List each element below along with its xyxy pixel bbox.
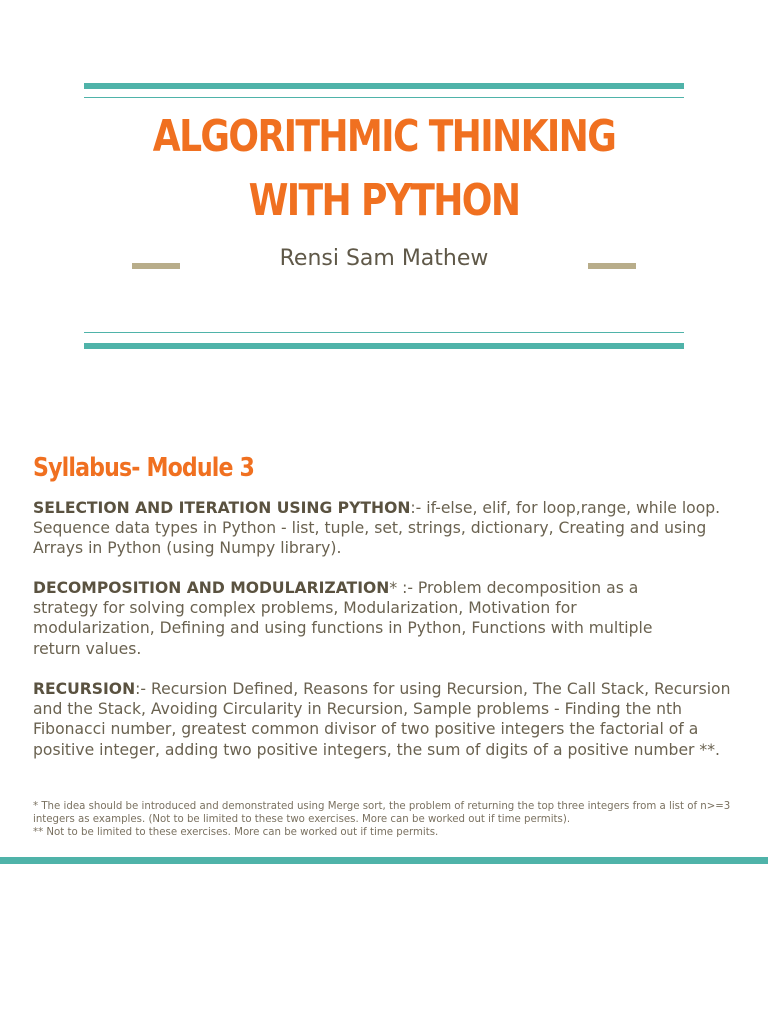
footnote-2: ** Not to be limited to these exercises. More can be worked out if time permits. — [33, 827, 439, 838]
bottom-thick-rule — [84, 343, 684, 349]
paragraph-text: :- Recursion Defined, Reasons for using Recursion, The Call Stack, Recursion and the Stack, Avoiding Circularity in Recursion, Sample problems - Finding the nth Fibonacci number, greatest common divisor of two positive integers the factorial of a positive integer, adding two positive integers, the sum of digits of a positive number **. — [33, 680, 731, 759]
paragraph-heading: DECOMPOSITION AND MODULARIZATION — [33, 579, 390, 597]
bottom-thin-rule — [84, 332, 684, 333]
paragraph-decomposition — [33, 578, 673, 659]
author-name: Rensi Sam Mathew — [279, 246, 489, 271]
paragraph-text: :- if-else, elif, for loop,range, while loop. Sequence data types in Python - list, tuple, set, strings, dictionary, Creating and using Arrays in Python (using Numpy library). — [33, 499, 721, 558]
paragraph-recursion — [33, 679, 753, 760]
section-title: Syllabus- Module 3 — [33, 453, 255, 483]
footnotes — [33, 800, 733, 839]
top-thin-rule — [84, 97, 684, 98]
paragraph-selection — [33, 498, 753, 559]
title-block — [84, 105, 684, 233]
paragraph-heading: RECURSION — [33, 680, 136, 698]
page-bottom-rule — [0, 857, 768, 864]
page-title: ALGORITHMIC THINKING WITH PYTHON — [152, 111, 616, 226]
footnote-1: * The idea should be introduced and demonstrated using Merge sort, the problem of returning the top three integers from a list of n>=3 integers as examples. (Not to be limited to these two exercises. More can be worked out if time permits). — [33, 801, 731, 825]
paragraph-heading: SELECTION AND ITERATION USING PYTHON — [33, 499, 411, 517]
top-thick-rule — [84, 83, 684, 89]
right-dash — [588, 263, 636, 269]
paragraph-text: * :- Problem decomposition as a strategy for solving complex problems, Modularization, Motivation for modularization, Defining and using functions in Python, Functions with multiple return values. — [33, 579, 653, 658]
